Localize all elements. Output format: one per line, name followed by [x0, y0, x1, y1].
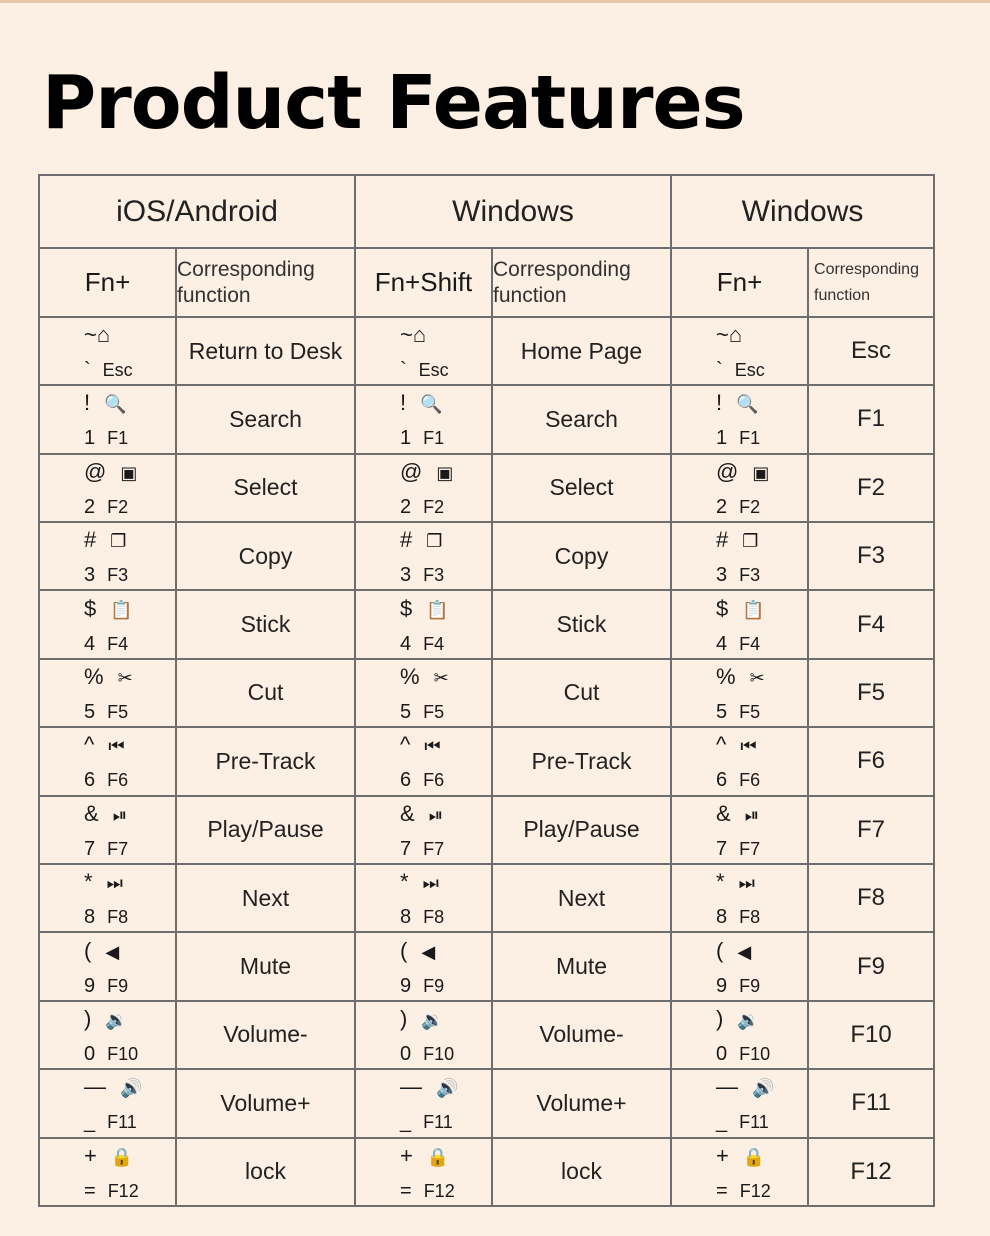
key-top-symbol: ! 🔍 [400, 390, 443, 416]
table-row [39, 317, 934, 385]
table-row [39, 1138, 934, 1207]
key-bottom-label: 8 F8 [400, 906, 445, 929]
key-bottom-label: ` Esc [400, 359, 449, 381]
ios-key-cell [39, 659, 176, 727]
group-windows-2: Windows [671, 175, 934, 248]
key-bottom-label: _ F11 [84, 1111, 137, 1134]
ios-function-cell: Cut [176, 659, 355, 727]
win-key-cell [355, 454, 492, 522]
key-bottom-label: 9 F9 [400, 974, 445, 997]
ios-key-cell [39, 1138, 176, 1207]
ios-key-cell [39, 590, 176, 658]
key-glyph-icon: ▣ [120, 462, 138, 483]
key-top-symbol: + 🔒 [84, 1142, 134, 1168]
win2-key-cell [671, 864, 808, 932]
win2-function-cell: F7 [808, 796, 934, 864]
key-top-symbol: + 🔒 [400, 1142, 450, 1168]
key-bottom-label: 7 F7 [84, 837, 129, 860]
win2-function-cell: F3 [808, 522, 934, 590]
key-top-symbol: ( ◀ [400, 937, 436, 963]
key-glyph-icon: ⏮ [424, 736, 441, 757]
ios-function-cell: Return to Desk [176, 317, 355, 385]
key-top-symbol: * ⏭ [84, 869, 123, 895]
key-bottom-label: 4 F4 [400, 632, 445, 655]
group-windows: Windows [355, 175, 671, 248]
win2-function-cell: Esc [808, 317, 934, 385]
table-row [39, 590, 934, 658]
key-glyph-icon: 🔉 [737, 1009, 760, 1030]
win-key-cell [355, 1138, 492, 1207]
key-glyph-icon: ⏯ [744, 804, 760, 825]
table-row [39, 1001, 934, 1069]
table-row [39, 796, 934, 864]
key-bottom-label: 2 F2 [400, 495, 445, 518]
key-top-symbol: # ❐ [84, 527, 127, 553]
key-bottom-label: 5 F5 [400, 700, 445, 723]
ios-key-cell [39, 1001, 176, 1069]
key-top-symbol: ) 🔉 [716, 1005, 760, 1031]
key-bottom-label: ` Esc [716, 359, 765, 381]
key-bottom-label: 6 F6 [84, 769, 129, 792]
ios-key-cell [39, 522, 176, 590]
win2-key-cell [671, 932, 808, 1000]
ios-function-cell: Volume+ [176, 1069, 355, 1137]
table-row [39, 385, 934, 453]
key-top-symbol: — 🔊 [84, 1074, 143, 1100]
key-bottom-label: 8 F8 [716, 906, 761, 929]
key-top-symbol: % ✂ [84, 663, 133, 689]
key-bottom-label: _ F11 [400, 1111, 453, 1134]
key-bottom-label: 3 F3 [84, 564, 129, 587]
key-top-symbol: $ 📋 [84, 595, 133, 621]
ios-key-cell [39, 932, 176, 1000]
key-bottom-label: 2 F2 [84, 495, 129, 518]
key-top-symbol: ^ ⏮ [84, 732, 125, 758]
key-bottom-label: 5 F5 [84, 700, 129, 723]
ios-key-cell [39, 385, 176, 453]
key-glyph-icon: ◀ [737, 941, 752, 962]
key-bottom-label: 5 F5 [716, 700, 761, 723]
key-glyph-icon: 🔊 [120, 1078, 143, 1099]
win-key-cell [355, 1001, 492, 1069]
win-function-cell: Next [492, 864, 671, 932]
key-bottom-label: 9 F9 [84, 974, 129, 997]
win2-key-cell [671, 1001, 808, 1069]
group-ios-android: iOS/Android [39, 175, 355, 248]
key-top-symbol: ~⌂ [716, 322, 743, 347]
ios-function-cell: lock [176, 1138, 355, 1207]
key-bottom-label: 3 F3 [400, 564, 445, 587]
key-bottom-label: 1 F1 [716, 427, 761, 450]
win2-function-cell: F2 [808, 454, 934, 522]
win2-function-cell: F9 [808, 932, 934, 1000]
key-glyph-icon: ✂ [433, 667, 449, 688]
win2-function-cell: F4 [808, 590, 934, 658]
key-bottom-label: 7 F7 [716, 837, 761, 860]
key-top-symbol: $ 📋 [716, 595, 765, 621]
win2-function-cell: F8 [808, 864, 934, 932]
ios-function-cell: Copy [176, 522, 355, 590]
win-key-header: Fn+Shift [355, 248, 492, 316]
key-glyph-icon: ▣ [436, 462, 454, 483]
group-header-row [39, 175, 934, 248]
ios-function-cell: Play/Pause [176, 796, 355, 864]
key-top-symbol: @ ▣ [84, 458, 138, 484]
key-top-symbol: # ❐ [400, 527, 443, 553]
key-top-symbol: ^ ⏮ [400, 732, 441, 758]
ios-function-cell: Mute [176, 932, 355, 1000]
win2-function-cell: F6 [808, 727, 934, 795]
win-function-cell: Search [492, 385, 671, 453]
key-glyph-icon: 🔉 [105, 1009, 128, 1030]
win2-key-cell [671, 659, 808, 727]
win-function-cell: Mute [492, 932, 671, 1000]
win2-key-cell [671, 385, 808, 453]
key-top-symbol: ) 🔉 [400, 1005, 444, 1031]
win2-key-cell [671, 1138, 808, 1207]
ios-function-cell: Search [176, 385, 355, 453]
key-glyph-icon: 🔍 [736, 394, 759, 415]
table-row [39, 659, 934, 727]
key-bottom-label: 9 F9 [716, 974, 761, 997]
key-glyph-icon: ⏯ [112, 804, 128, 825]
key-top-symbol: & ⏯ [84, 800, 128, 826]
win-key-cell [355, 385, 492, 453]
key-top-symbol: % ✂ [716, 663, 765, 689]
key-top-symbol: ~⌂ [84, 322, 111, 347]
key-bottom-label: 8 F8 [84, 906, 129, 929]
win2-function-cell: F11 [808, 1069, 934, 1137]
win-function-cell: lock [492, 1138, 671, 1207]
key-bottom-label: _ F11 [716, 1111, 769, 1134]
win-key-cell [355, 522, 492, 590]
key-bottom-label: 4 F4 [716, 632, 761, 655]
ios-key-cell [39, 317, 176, 385]
key-bottom-label: 1 F1 [400, 427, 445, 450]
key-glyph-icon: ⏮ [740, 736, 757, 757]
top-border-line [0, 0, 990, 3]
key-top-symbol: ( ◀ [84, 937, 120, 963]
win2-key-cell [671, 454, 808, 522]
ios-function-cell: Pre-Track [176, 727, 355, 795]
win-key-cell [355, 1069, 492, 1137]
ios-function-cell: Stick [176, 590, 355, 658]
key-glyph-icon: 🔊 [752, 1078, 775, 1099]
win-function-cell: Volume+ [492, 1069, 671, 1137]
ios-key-cell [39, 727, 176, 795]
key-bottom-label: 6 F6 [716, 769, 761, 792]
ios-key-cell [39, 796, 176, 864]
key-top-symbol: & ⏯ [400, 800, 444, 826]
ios-func-header: Corresponding function [176, 248, 355, 316]
win-function-cell: Cut [492, 659, 671, 727]
key-bottom-label: 3 F3 [716, 564, 761, 587]
key-glyph-icon: 🔍 [104, 394, 127, 415]
key-bottom-label: 0 F10 [84, 1042, 139, 1065]
win-key-cell [355, 659, 492, 727]
win2-key-cell [671, 727, 808, 795]
key-bottom-label: = F12 [400, 1179, 455, 1202]
key-top-symbol: % ✂ [400, 663, 449, 689]
win2-key-header: Fn+ [671, 248, 808, 316]
key-glyph-icon: ⏭ [422, 873, 439, 894]
key-glyph-icon: ❐ [110, 531, 127, 552]
ios-key-header: Fn+ [39, 248, 176, 316]
key-bottom-label: 4 F4 [84, 632, 129, 655]
key-top-symbol: — 🔊 [716, 1074, 775, 1100]
key-top-symbol: ( ◀ [716, 937, 752, 963]
win2-key-cell [671, 590, 808, 658]
win-function-cell: Play/Pause [492, 796, 671, 864]
shortcut-table [38, 174, 935, 1207]
win2-function-cell: F1 [808, 385, 934, 453]
key-glyph-icon: 📋 [426, 599, 449, 620]
win-key-cell [355, 864, 492, 932]
win-key-cell [355, 317, 492, 385]
key-glyph-icon: 🔒 [742, 1146, 766, 1167]
table-row [39, 454, 934, 522]
key-glyph-icon: ⏭ [106, 873, 123, 894]
key-glyph-icon: ⏭ [738, 873, 755, 894]
table-row [39, 932, 934, 1000]
key-bottom-label: 0 F10 [400, 1042, 455, 1065]
win2-key-cell [671, 1069, 808, 1137]
key-top-symbol: & ⏯ [716, 800, 760, 826]
key-top-symbol: ! 🔍 [716, 390, 759, 416]
key-glyph-icon: ◀ [105, 941, 120, 962]
key-top-symbol: $ 📋 [400, 595, 449, 621]
key-glyph-icon: ⏮ [108, 736, 125, 757]
win-function-cell: Pre-Track [492, 727, 671, 795]
key-glyph-icon: ✂ [749, 667, 765, 688]
win-key-cell [355, 727, 492, 795]
win-function-cell: Stick [492, 590, 671, 658]
key-glyph-icon: 🔒 [426, 1146, 450, 1167]
ios-function-cell: Volume- [176, 1001, 355, 1069]
table-row [39, 1069, 934, 1137]
key-top-symbol: ^ ⏮ [716, 732, 757, 758]
key-glyph-icon: ❐ [742, 531, 759, 552]
key-bottom-label: 2 F2 [716, 495, 761, 518]
key-top-symbol: — 🔊 [400, 1074, 459, 1100]
key-bottom-label: = F12 [716, 1179, 771, 1202]
ios-key-cell [39, 864, 176, 932]
table-row [39, 727, 934, 795]
key-bottom-label: 6 F6 [400, 769, 445, 792]
key-glyph-icon: ✂ [117, 667, 133, 688]
key-glyph-icon: ⏯ [428, 804, 444, 825]
sub-header-row [39, 248, 934, 316]
key-top-symbol: ~⌂ [400, 322, 427, 347]
key-glyph-icon: ▣ [752, 462, 770, 483]
win-key-cell [355, 796, 492, 864]
win-function-cell: Select [492, 454, 671, 522]
key-glyph-icon: 🔊 [436, 1078, 459, 1099]
key-glyph-icon: 🔒 [110, 1146, 134, 1167]
key-top-symbol: # ❐ [716, 527, 759, 553]
key-bottom-label: = F12 [84, 1179, 139, 1202]
key-top-symbol: @ ▣ [716, 458, 770, 484]
win2-func-header: Corresponding function [808, 248, 934, 316]
key-glyph-icon: ◀ [421, 941, 436, 962]
key-top-symbol: ! 🔍 [84, 390, 127, 416]
win-function-cell: Volume- [492, 1001, 671, 1069]
win-key-cell [355, 932, 492, 1000]
key-top-symbol: * ⏭ [716, 869, 755, 895]
key-glyph-icon: 🔉 [421, 1009, 444, 1030]
key-bottom-label: ` Esc [84, 359, 133, 381]
ios-key-cell [39, 1069, 176, 1137]
key-bottom-label: 7 F7 [400, 837, 445, 860]
key-top-symbol: + 🔒 [716, 1142, 766, 1168]
key-glyph-icon: ❐ [426, 531, 443, 552]
win2-key-cell [671, 796, 808, 864]
key-top-symbol: * ⏭ [400, 869, 439, 895]
key-glyph-icon: 📋 [110, 599, 133, 620]
table-row [39, 864, 934, 932]
win-func-header: Corresponding function [492, 248, 671, 316]
win2-function-cell: F12 [808, 1138, 934, 1207]
key-glyph-icon: 🔍 [420, 394, 443, 415]
page-title: Product Features [42, 60, 745, 146]
ios-function-cell: Next [176, 864, 355, 932]
win2-key-cell [671, 522, 808, 590]
table-row [39, 522, 934, 590]
ios-function-cell: Select [176, 454, 355, 522]
ios-key-cell [39, 454, 176, 522]
key-bottom-label: 1 F1 [84, 427, 129, 450]
win2-key-cell [671, 317, 808, 385]
key-bottom-label: 0 F10 [716, 1042, 771, 1065]
win-key-cell [355, 590, 492, 658]
win-function-cell: Copy [492, 522, 671, 590]
win-function-cell: Home Page [492, 317, 671, 385]
key-glyph-icon: 📋 [742, 599, 765, 620]
win2-function-cell: F10 [808, 1001, 934, 1069]
key-top-symbol: @ ▣ [400, 458, 454, 484]
key-top-symbol: ) 🔉 [84, 1005, 128, 1031]
win2-function-cell: F5 [808, 659, 934, 727]
